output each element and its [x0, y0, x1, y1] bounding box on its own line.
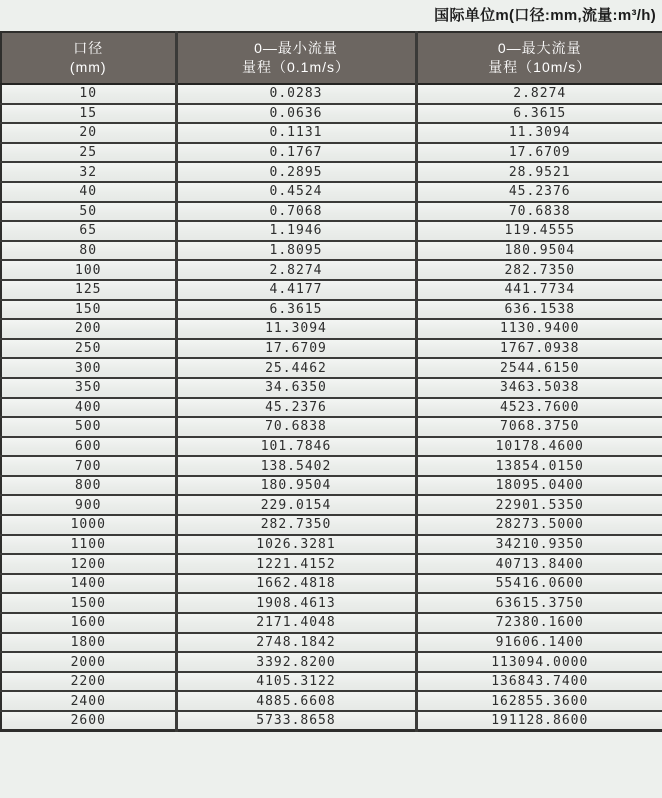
max-flow-cell: 72380.1600 — [416, 613, 662, 633]
max-flow-cell: 6.3615 — [416, 104, 662, 124]
min-flow-cell: 4.4177 — [176, 280, 416, 300]
header-max-flow — [416, 32, 662, 84]
max-flow-cell: 636.1538 — [416, 300, 662, 320]
table-row — [1, 319, 662, 339]
min-flow-cell: 282.7350 — [176, 515, 416, 535]
flow-range-table — [0, 31, 662, 732]
min-flow-cell: 70.6838 — [176, 417, 416, 437]
max-flow-cell: 11.3094 — [416, 123, 662, 143]
min-flow-cell: 45.2376 — [176, 398, 416, 418]
min-flow-cell: 1908.4613 — [176, 593, 416, 613]
diameter-cell: 1400 — [1, 574, 176, 594]
table-row — [1, 300, 662, 320]
min-flow-cell: 4105.3122 — [176, 672, 416, 692]
min-flow-cell: 138.5402 — [176, 456, 416, 476]
max-flow-cell: 28273.5000 — [416, 515, 662, 535]
table-row — [1, 182, 662, 202]
diameter-cell: 500 — [1, 417, 176, 437]
max-flow-cell: 3463.5038 — [416, 378, 662, 398]
table-row — [1, 202, 662, 222]
diameter-cell: 20 — [1, 123, 176, 143]
min-flow-cell: 2.8274 — [176, 260, 416, 280]
min-flow-cell: 2171.4048 — [176, 613, 416, 633]
diameter-cell: 250 — [1, 339, 176, 359]
max-flow-cell: 119.4555 — [416, 221, 662, 241]
diameter-cell: 32 — [1, 162, 176, 182]
max-flow-cell: 1130.9400 — [416, 319, 662, 339]
header-diameter-line2: (mm) — [69, 59, 107, 75]
diameter-cell: 25 — [1, 143, 176, 163]
max-flow-cell: 91606.1400 — [416, 633, 662, 653]
diameter-cell: 1000 — [1, 515, 176, 535]
header-min-flow-line2: 量程（0.1m/s） — [241, 59, 350, 75]
table-row — [1, 633, 662, 653]
min-flow-cell: 2748.1842 — [176, 633, 416, 653]
table-row — [1, 339, 662, 359]
diameter-cell: 10 — [1, 84, 176, 104]
table-row — [1, 437, 662, 457]
max-flow-cell: 1767.0938 — [416, 339, 662, 359]
table-row — [1, 378, 662, 398]
diameter-cell: 350 — [1, 378, 176, 398]
table-row — [1, 398, 662, 418]
header-row — [1, 32, 662, 84]
min-flow-cell: 0.2895 — [176, 162, 416, 182]
min-flow-cell: 1.8095 — [176, 241, 416, 261]
diameter-cell: 2000 — [1, 652, 176, 672]
max-flow-cell: 162855.3600 — [416, 691, 662, 711]
min-flow-cell: 6.3615 — [176, 300, 416, 320]
diameter-cell: 150 — [1, 300, 176, 320]
max-flow-cell: 40713.8400 — [416, 554, 662, 574]
diameter-cell: 50 — [1, 202, 176, 222]
header-max-flow-line1: 0—最大流量 — [497, 40, 582, 57]
max-flow-cell: 17.6709 — [416, 143, 662, 163]
max-flow-cell: 13854.0150 — [416, 456, 662, 476]
table-row — [1, 495, 662, 515]
min-flow-cell: 11.3094 — [176, 319, 416, 339]
diameter-cell: 200 — [1, 319, 176, 339]
max-flow-cell: 45.2376 — [416, 182, 662, 202]
table-row — [1, 554, 662, 574]
diameter-cell: 1600 — [1, 613, 176, 633]
max-flow-cell: 55416.0600 — [416, 574, 662, 594]
table-row — [1, 476, 662, 496]
table-row — [1, 221, 662, 241]
max-flow-cell: 34210.9350 — [416, 535, 662, 555]
max-flow-cell: 191128.8600 — [416, 711, 662, 731]
min-flow-cell: 4885.6608 — [176, 691, 416, 711]
max-flow-cell: 22901.5350 — [416, 495, 662, 515]
max-flow-cell: 136843.7400 — [416, 672, 662, 692]
table-row — [1, 104, 662, 124]
table-row — [1, 123, 662, 143]
min-flow-cell: 0.4524 — [176, 182, 416, 202]
min-flow-cell: 25.4462 — [176, 358, 416, 378]
table-row — [1, 672, 662, 692]
table-row — [1, 417, 662, 437]
max-flow-cell: 180.9504 — [416, 241, 662, 261]
table-row — [1, 593, 662, 613]
table-row — [1, 711, 662, 731]
table-row — [1, 515, 662, 535]
min-flow-cell: 3392.8200 — [176, 652, 416, 672]
table-row — [1, 260, 662, 280]
min-flow-cell: 1.1946 — [176, 221, 416, 241]
diameter-cell: 1200 — [1, 554, 176, 574]
max-flow-cell: 2.8274 — [416, 84, 662, 104]
table-row — [1, 84, 662, 104]
diameter-cell: 65 — [1, 221, 176, 241]
diameter-cell: 800 — [1, 476, 176, 496]
table-row — [1, 280, 662, 300]
min-flow-cell: 101.7846 — [176, 437, 416, 457]
diameter-cell: 700 — [1, 456, 176, 476]
max-flow-cell: 10178.4600 — [416, 437, 662, 457]
diameter-cell: 40 — [1, 182, 176, 202]
diameter-cell: 2600 — [1, 711, 176, 731]
min-flow-cell: 0.1767 — [176, 143, 416, 163]
max-flow-cell: 28.9521 — [416, 162, 662, 182]
header-max-flow-line2: 量程（10m/s） — [488, 59, 592, 75]
title-bar — [0, 0, 662, 31]
diameter-cell: 1100 — [1, 535, 176, 555]
max-flow-cell: 18095.0400 — [416, 476, 662, 496]
diameter-cell: 80 — [1, 241, 176, 261]
diameter-cell: 125 — [1, 280, 176, 300]
table-row — [1, 358, 662, 378]
table-row — [1, 691, 662, 711]
table-header — [1, 32, 662, 84]
table-row — [1, 574, 662, 594]
diameter-cell: 1500 — [1, 593, 176, 613]
table-row — [1, 143, 662, 163]
min-flow-cell: 17.6709 — [176, 339, 416, 359]
diameter-cell: 400 — [1, 398, 176, 418]
min-flow-cell: 0.7068 — [176, 202, 416, 222]
max-flow-cell: 7068.3750 — [416, 417, 662, 437]
page-title: 国际单位m(口径:mm,流量:m³/h) — [434, 7, 656, 24]
min-flow-cell: 34.6350 — [176, 378, 416, 398]
diameter-cell: 2200 — [1, 672, 176, 692]
min-flow-cell: 0.0636 — [176, 104, 416, 124]
diameter-cell: 100 — [1, 260, 176, 280]
header-min-flow — [176, 32, 416, 84]
max-flow-cell: 282.7350 — [416, 260, 662, 280]
max-flow-cell: 2544.6150 — [416, 358, 662, 378]
diameter-cell: 2400 — [1, 691, 176, 711]
header-diameter-line1: 口径 — [73, 40, 104, 57]
diameter-cell: 15 — [1, 104, 176, 124]
min-flow-cell: 180.9504 — [176, 476, 416, 496]
max-flow-cell: 70.6838 — [416, 202, 662, 222]
min-flow-cell: 229.0154 — [176, 495, 416, 515]
table-row — [1, 241, 662, 261]
table-row — [1, 535, 662, 555]
header-diameter — [1, 32, 176, 84]
max-flow-cell: 63615.3750 — [416, 593, 662, 613]
max-flow-cell: 441.7734 — [416, 280, 662, 300]
max-flow-cell: 113094.0000 — [416, 652, 662, 672]
min-flow-cell: 0.0283 — [176, 84, 416, 104]
diameter-cell: 300 — [1, 358, 176, 378]
table-row — [1, 652, 662, 672]
table-body — [1, 84, 662, 731]
min-flow-cell: 1221.4152 — [176, 554, 416, 574]
diameter-cell: 600 — [1, 437, 176, 457]
table-row — [1, 613, 662, 633]
table-row — [1, 456, 662, 476]
min-flow-cell: 5733.8658 — [176, 711, 416, 731]
diameter-cell: 1800 — [1, 633, 176, 653]
min-flow-cell: 1026.3281 — [176, 535, 416, 555]
diameter-cell: 900 — [1, 495, 176, 515]
max-flow-cell: 4523.7600 — [416, 398, 662, 418]
min-flow-cell: 0.1131 — [176, 123, 416, 143]
table-row — [1, 162, 662, 182]
header-min-flow-line1: 0—最小流量 — [254, 40, 338, 57]
min-flow-cell: 1662.4818 — [176, 574, 416, 594]
